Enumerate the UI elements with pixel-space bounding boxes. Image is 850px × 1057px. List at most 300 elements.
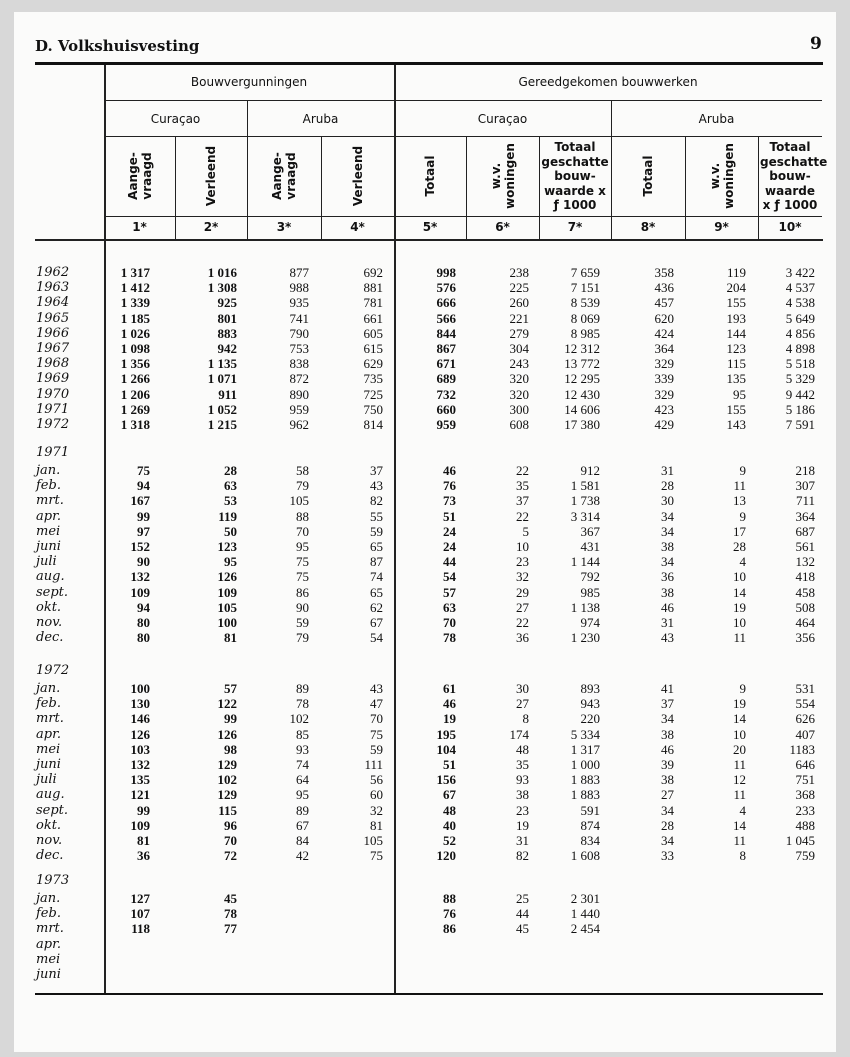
table-cell: 4 856 xyxy=(785,325,815,341)
table-cell: 605 xyxy=(363,325,383,341)
bottom-rule xyxy=(35,993,823,995)
table-cell: 28 xyxy=(661,478,674,494)
table-cell: 34 xyxy=(661,523,674,539)
table-cell: 988 xyxy=(289,280,309,296)
table-cell: 7 659 xyxy=(570,265,600,280)
table-cell: 193 xyxy=(726,310,746,326)
row-label: feb. xyxy=(36,906,61,922)
table-cell: 418 xyxy=(795,569,815,585)
table-cell: 99 xyxy=(137,508,150,524)
table-cell: 10 xyxy=(733,726,746,742)
table-cell: 8 xyxy=(522,711,529,727)
table-cell: 4 538 xyxy=(785,295,815,311)
table-cell: 5 329 xyxy=(785,371,815,387)
table-cell: 11 xyxy=(733,787,746,803)
table-cell: 1 738 xyxy=(570,493,600,509)
table-cell: 1 185 xyxy=(120,310,150,326)
row-label: 1962 xyxy=(36,265,70,280)
table-cell: 19 xyxy=(516,817,529,833)
table-cell: 74 xyxy=(370,569,383,585)
table-cell: 94 xyxy=(137,478,150,494)
table-cell: 39 xyxy=(661,757,674,772)
table-cell: 626 xyxy=(795,711,815,727)
table-cell: 132 xyxy=(130,757,150,772)
table-cell: 81 xyxy=(224,630,237,646)
table-cell: 457 xyxy=(654,295,674,311)
table-cell: 35 xyxy=(516,478,529,494)
col-header-5: Totaal xyxy=(423,155,437,197)
table-cell: 28 xyxy=(224,463,237,478)
table-cell: 204 xyxy=(726,280,746,296)
table-cell: 44 xyxy=(516,906,529,922)
table-cell: 67 xyxy=(370,615,383,630)
table-cell: 95 xyxy=(296,787,309,803)
table-cell: 38 xyxy=(661,539,674,554)
table-cell: 23 xyxy=(516,554,529,570)
table-cell: 58 xyxy=(296,463,309,478)
col-header-value: Totaal geschatte bouw- waarde x ƒ 1000 xyxy=(541,140,609,212)
table-cell: 119 xyxy=(726,265,746,280)
table-cell: 959 xyxy=(436,417,456,432)
table-cell: 10 xyxy=(733,615,746,630)
table-cell: 10 xyxy=(516,539,529,554)
table-cell: 70 xyxy=(443,615,456,630)
table-cell: 30 xyxy=(661,493,674,509)
subgroup-divider-1 xyxy=(247,100,248,240)
table-cell: 508 xyxy=(795,599,815,615)
table-cell: 22 xyxy=(516,463,529,478)
table-cell: 1 071 xyxy=(207,371,237,387)
table-cell: 50 xyxy=(224,523,237,539)
row-label: jan. xyxy=(36,463,61,478)
table-cell: 79 xyxy=(296,478,309,494)
table-cell: 9 442 xyxy=(785,386,815,402)
table-cell: 834 xyxy=(580,833,600,848)
table-cell: 1 144 xyxy=(570,554,600,570)
row-label: jan. xyxy=(36,891,61,906)
table-cell: 95 xyxy=(296,539,309,554)
subgroup-divider-2 xyxy=(611,100,612,240)
table-cell: 1 412 xyxy=(120,280,150,296)
table-cell: 872 xyxy=(289,371,309,387)
table-cell: 1 215 xyxy=(207,417,237,432)
table-cell: 1 266 xyxy=(120,371,150,387)
table-cell: 74 xyxy=(296,757,309,772)
table-cell: 90 xyxy=(137,554,150,570)
table-cell: 1 883 xyxy=(570,772,600,788)
table-cell: 46 xyxy=(661,741,674,757)
table-cell: 8 539 xyxy=(570,295,600,311)
table-cell: 935 xyxy=(289,295,309,311)
table-cell: 464 xyxy=(795,615,815,630)
row-label: nov. xyxy=(36,833,63,848)
table-cell: 814 xyxy=(363,417,383,432)
table-cell: 122 xyxy=(217,696,237,712)
row-label: apr. xyxy=(36,936,61,952)
table-cell: 126 xyxy=(130,726,150,742)
table-cell: 732 xyxy=(436,386,456,402)
table-cell: 88 xyxy=(296,508,309,524)
col-header-8: Totaal xyxy=(641,155,655,197)
row-label: 1963 xyxy=(36,280,70,296)
table-cell: 104 xyxy=(436,741,456,757)
table-cell: 38 xyxy=(516,787,529,803)
table-cell: 9 xyxy=(739,681,746,696)
table-cell: 38 xyxy=(661,772,674,788)
col-number-4: 4* xyxy=(350,220,365,234)
table-cell: 942 xyxy=(217,341,237,356)
table-cell: 11 xyxy=(733,630,746,646)
table-cell: 943 xyxy=(580,696,600,712)
table-cell: 156 xyxy=(436,772,456,788)
table-cell: 8 069 xyxy=(570,310,600,326)
table-cell: 19 xyxy=(733,599,746,615)
table-cell: 13 xyxy=(733,493,746,509)
table-cell: 368 xyxy=(795,787,815,803)
table-cell: 88 xyxy=(443,891,456,906)
table-cell: 33 xyxy=(661,848,674,864)
table-cell: 42 xyxy=(296,848,309,864)
table-cell: 82 xyxy=(370,493,383,509)
table-cell: 792 xyxy=(580,569,600,585)
table-cell: 12 312 xyxy=(564,341,600,356)
table-cell: 14 xyxy=(733,584,746,600)
row-label: feb. xyxy=(36,478,61,494)
table-cell: 407 xyxy=(795,726,815,742)
table-cell: 135 xyxy=(726,371,746,387)
table-cell: 221 xyxy=(509,310,529,326)
row-label: 1969 xyxy=(36,371,70,387)
table-cell: 877 xyxy=(289,265,309,280)
table-cell: 103 xyxy=(130,741,150,757)
table-cell: 790 xyxy=(289,325,309,341)
row-label: mei xyxy=(36,741,61,757)
table-cell: 96 xyxy=(224,817,237,833)
row-label: aug. xyxy=(36,787,65,803)
table-cell: 55 xyxy=(370,508,383,524)
table-cell: 93 xyxy=(296,741,309,757)
table-cell: 75 xyxy=(296,554,309,570)
table-cell: 225 xyxy=(509,280,529,296)
row-label: juli xyxy=(36,554,57,570)
table-cell: 80 xyxy=(137,615,150,630)
table-cell: 687 xyxy=(795,523,815,539)
table-cell: 36 xyxy=(137,848,150,864)
table-cell: 615 xyxy=(363,341,383,356)
table-cell: 260 xyxy=(509,295,529,311)
row-label: juni xyxy=(36,967,61,982)
table-cell: 959 xyxy=(289,401,309,417)
table-cell: 155 xyxy=(726,401,746,417)
table-cell: 22 xyxy=(516,615,529,630)
section-title: D. Volkshuisvesting xyxy=(35,37,200,55)
table-cell: 95 xyxy=(733,386,746,402)
table-cell: 753 xyxy=(289,341,309,356)
table-cell: 72 xyxy=(224,848,237,864)
table-cell: 129 xyxy=(217,787,237,803)
table-cell: 167 xyxy=(130,493,150,509)
table-cell: 243 xyxy=(509,356,529,372)
table-cell: 9 xyxy=(739,463,746,478)
row-label: mrt. xyxy=(36,921,64,937)
table-cell: 998 xyxy=(436,265,456,280)
table-cell: 109 xyxy=(217,584,237,600)
table-cell: 4 537 xyxy=(785,280,815,296)
table-cell: 5 518 xyxy=(785,356,815,372)
table-cell: 35 xyxy=(516,757,529,772)
table-cell: 28 xyxy=(661,817,674,833)
table-cell: 63 xyxy=(224,478,237,494)
table-cell: 666 xyxy=(436,295,456,311)
table-cell: 300 xyxy=(509,401,529,417)
table-cell: 364 xyxy=(654,341,674,356)
table-cell: 132 xyxy=(130,569,150,585)
table-cell: 70 xyxy=(296,523,309,539)
table-cell: 98 xyxy=(224,741,237,757)
table-cell: 304 xyxy=(509,341,529,356)
group-gereedgekomen: Gereedgekomen bouwwerken xyxy=(518,75,698,89)
table-cell: 67 xyxy=(443,787,456,803)
table-cell: 741 xyxy=(289,310,309,326)
table-cell: 51 xyxy=(443,508,456,524)
table-cell: 1 317 xyxy=(120,265,150,280)
row-label: mei xyxy=(36,523,61,539)
table-cell: 1 045 xyxy=(785,833,815,848)
table-cell: 5 186 xyxy=(785,401,815,417)
table-cell: 126 xyxy=(217,569,237,585)
table-cell: 1 000 xyxy=(570,757,600,772)
table-cell: 109 xyxy=(130,584,150,600)
table-cell: 11 xyxy=(733,833,746,848)
table-cell: 75 xyxy=(296,569,309,585)
table-cell: 1 206 xyxy=(120,386,150,402)
table-cell: 554 xyxy=(795,696,815,712)
table-cell: 105 xyxy=(363,833,383,848)
table-cell: 45 xyxy=(224,891,237,906)
table-cell: 12 xyxy=(733,772,746,788)
table-cell: 27 xyxy=(516,696,529,712)
table-cell: 47 xyxy=(370,696,383,712)
table-cell: 8 xyxy=(739,848,746,864)
table-cell: 1 308 xyxy=(207,280,237,296)
group-bouwvergunningen: Bouwvergunningen xyxy=(190,75,308,89)
subgroup-aruba-1: Aruba xyxy=(302,112,339,126)
table-cell: 4 xyxy=(739,802,746,818)
table-cell: 144 xyxy=(726,325,746,341)
table-cell: 646 xyxy=(795,757,815,772)
table-cell: 781 xyxy=(363,295,383,311)
table-cell: 67 xyxy=(296,817,309,833)
table-cell: 111 xyxy=(364,757,383,772)
col-number-3: 3* xyxy=(276,220,292,234)
table-cell: 61 xyxy=(443,681,456,696)
table-cell: 1 318 xyxy=(120,417,150,432)
table-cell: 34 xyxy=(661,554,674,570)
table-cell: 46 xyxy=(443,463,456,478)
table-cell: 57 xyxy=(443,584,456,600)
table-cell: 218 xyxy=(795,463,815,478)
table-cell: 46 xyxy=(661,599,674,615)
table-cell: 81 xyxy=(370,817,383,833)
row-label: 1972 xyxy=(36,417,70,432)
table-cell: 2 301 xyxy=(570,891,600,906)
table-cell: 78 xyxy=(296,696,309,712)
table-cell: 1 098 xyxy=(120,341,150,356)
table-cell: 99 xyxy=(224,711,237,727)
table-cell: 132 xyxy=(795,554,815,570)
table-cell: 64 xyxy=(296,772,309,788)
table-cell: 152 xyxy=(130,539,150,554)
col-number-1: 1* xyxy=(132,220,147,234)
table-cell: 143 xyxy=(726,417,746,432)
table-cell: 70 xyxy=(370,711,383,727)
table-cell: 5 xyxy=(522,523,529,539)
table-cell: 29 xyxy=(516,584,529,600)
row-label: juni xyxy=(36,539,61,554)
table-cell: 87 xyxy=(370,554,383,570)
table-cell: 34 xyxy=(661,833,674,848)
table-cell: 43 xyxy=(370,478,383,494)
row-label: aug. xyxy=(36,569,65,585)
table-cell: 423 xyxy=(654,401,674,417)
table-cell: 759 xyxy=(795,848,815,864)
table-cell: 911 xyxy=(218,386,237,402)
table-cell: 38 xyxy=(661,584,674,600)
table-cell: 90 xyxy=(296,599,309,615)
table-cell: 59 xyxy=(370,523,383,539)
table-cell: 890 xyxy=(289,386,309,402)
table-cell: 844 xyxy=(436,325,456,341)
table-cell: 974 xyxy=(580,615,600,630)
top-rule xyxy=(35,62,823,65)
table-cell: 102 xyxy=(217,772,237,788)
table-cell: 19 xyxy=(733,696,746,712)
col-header-4: Verleend xyxy=(350,145,365,207)
col-number-8: 8* xyxy=(640,220,656,234)
table-cell: 883 xyxy=(217,325,237,341)
table-cell: 38 xyxy=(661,726,674,742)
table-cell: 28 xyxy=(733,539,746,554)
table-cell: 14 606 xyxy=(564,401,600,417)
table-cell: 1 138 xyxy=(570,599,600,615)
table-cell: 100 xyxy=(217,615,237,630)
subgroup-curacao-1: Curaçao xyxy=(150,112,201,126)
table-cell: 123 xyxy=(726,341,746,356)
table-cell: 893 xyxy=(580,681,600,696)
table-cell: 94 xyxy=(137,599,150,615)
table-cell: 54 xyxy=(443,569,456,585)
table-cell: 12 295 xyxy=(564,371,600,387)
table-cell: 751 xyxy=(795,772,815,788)
table-cell: 70 xyxy=(224,833,237,848)
table-cell: 17 380 xyxy=(564,417,600,432)
table-cell: 233 xyxy=(795,802,815,818)
table-cell: 56 xyxy=(370,772,383,788)
table-cell: 591 xyxy=(580,802,600,818)
table-cell: 79 xyxy=(296,630,309,646)
col-header-1: Aange- vraagd xyxy=(125,152,154,200)
table-cell: 608 xyxy=(509,417,529,432)
table-cell: 78 xyxy=(224,906,237,922)
table-cell: 53 xyxy=(224,493,237,509)
table-cell: 5 334 xyxy=(570,726,600,742)
table-cell: 1 883 xyxy=(570,787,600,803)
row-label: juli xyxy=(36,772,57,788)
table-cell: 27 xyxy=(661,787,674,803)
table-cell: 73 xyxy=(443,493,456,509)
table-cell: 9 xyxy=(739,508,746,524)
table-cell: 1183 xyxy=(789,741,815,757)
col-number-6: 6* xyxy=(495,220,510,234)
table-cell: 661 xyxy=(363,310,383,326)
table-cell: 671 xyxy=(436,356,456,372)
table-cell: 429 xyxy=(654,417,674,432)
block-title: 1971 xyxy=(36,445,70,460)
table-cell: 31 xyxy=(516,833,529,848)
col-header-3: Aange- vraagd xyxy=(270,152,298,200)
table-cell: 1 016 xyxy=(207,265,237,280)
table-cell: 129 xyxy=(217,757,237,772)
row-label: dec. xyxy=(36,848,64,864)
table-cell: 51 xyxy=(443,757,456,772)
subgroup-aruba-2: Aruba xyxy=(698,112,735,126)
col-number-2: 2* xyxy=(203,220,219,234)
col-number-9: 9* xyxy=(714,220,729,234)
table-cell: 59 xyxy=(370,741,383,757)
table-cell: 120 xyxy=(436,848,456,864)
table-cell: 1 356 xyxy=(120,356,150,372)
table-cell: 89 xyxy=(296,802,309,818)
table-cell: 424 xyxy=(654,325,674,341)
table-cell: 1 440 xyxy=(570,906,600,922)
table-cell: 31 xyxy=(661,463,674,478)
table-cell: 629 xyxy=(363,356,383,372)
table-cell: 1 052 xyxy=(207,401,237,417)
table-cell: 115 xyxy=(218,802,237,818)
table-cell: 63 xyxy=(443,599,456,615)
table-cell: 75 xyxy=(370,726,383,742)
row-label: apr. xyxy=(36,508,61,524)
table-cell: 12 430 xyxy=(564,386,600,402)
table-cell: 561 xyxy=(795,539,815,554)
table-cell: 711 xyxy=(795,493,815,509)
row-label: mrt. xyxy=(36,493,64,509)
table-cell: 358 xyxy=(654,265,674,280)
table-cell: 620 xyxy=(654,310,674,326)
table-cell: 37 xyxy=(370,463,383,478)
table-cell: 43 xyxy=(661,630,674,646)
table-cell: 458 xyxy=(795,584,815,600)
table-cell: 985 xyxy=(580,584,600,600)
table-cell: 14 xyxy=(733,711,746,727)
table-cell: 1 317 xyxy=(570,741,600,757)
table-cell: 52 xyxy=(443,833,456,848)
row-label: 1970 xyxy=(36,386,70,402)
head-underline xyxy=(104,216,822,217)
table-cell: 48 xyxy=(443,802,456,818)
table-cell: 81 xyxy=(137,833,150,848)
table-cell: 130 xyxy=(130,696,150,712)
col-number-5: 5* xyxy=(422,220,438,234)
table-cell: 566 xyxy=(436,310,456,326)
table-cell: 7 591 xyxy=(785,417,815,432)
col-number-7: 7* xyxy=(567,220,583,234)
table-cell: 364 xyxy=(795,508,815,524)
col-header-2: Verleend xyxy=(204,145,218,207)
table-cell: 82 xyxy=(516,848,529,864)
table-cell: 48 xyxy=(516,741,529,757)
table-cell: 1 026 xyxy=(120,325,150,341)
